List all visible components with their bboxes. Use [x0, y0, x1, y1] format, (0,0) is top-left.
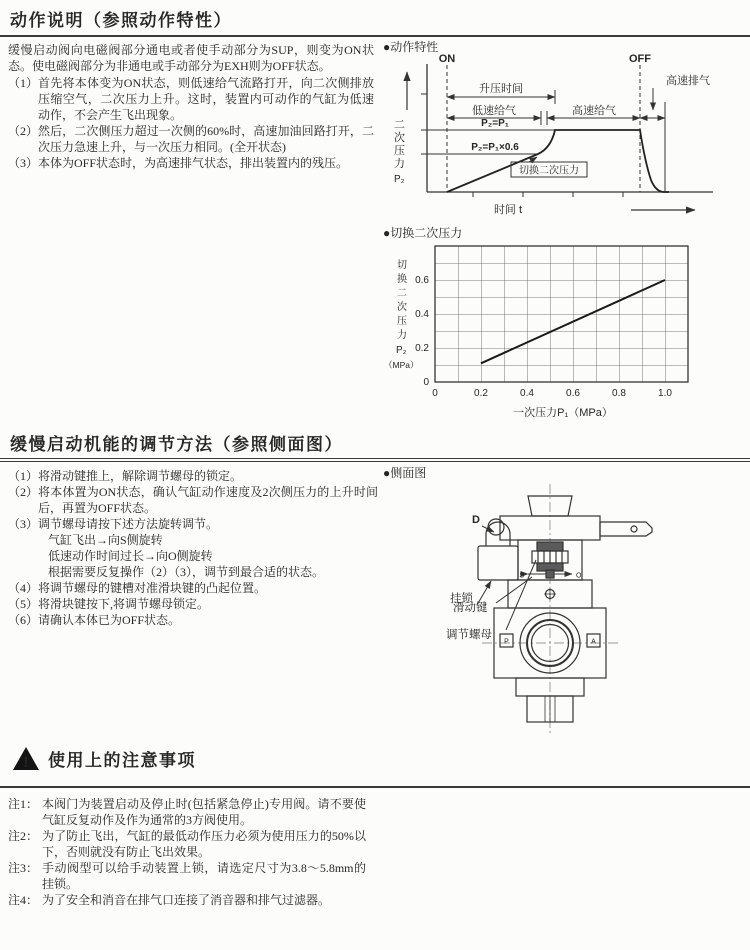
y-axis-char: 换: [397, 274, 407, 285]
item-number: （3）: [8, 156, 39, 170]
p2-eq-p1x06-label: P₂=P₁×0.6: [471, 142, 519, 153]
on-label: ON: [438, 53, 456, 65]
timing-chart: [383, 52, 743, 222]
high-speed-supply-label: 高速给气: [572, 105, 616, 117]
item-text: 调节螺母请按下述方法旋转调节。: [38, 517, 219, 531]
slide-key-label: 滑动键: [453, 602, 488, 614]
item-number: （2）: [8, 485, 39, 499]
low-speed-supply-label: 低速给气: [472, 105, 516, 117]
item-text: 将滑块键按下,将调节螺母锁定。: [38, 597, 210, 611]
item-number: [8, 564, 38, 580]
item-text: 将滑动键推上，解除调节螺母的锁定。: [38, 469, 243, 483]
p2-eq-p1-label: P₂=P₁: [481, 118, 509, 129]
dim-d-label: D: [472, 514, 480, 526]
x-tick: 0.4: [520, 388, 534, 399]
note-number: 注4：: [8, 893, 39, 907]
ear-hole: [631, 526, 637, 532]
y-axis-char: 次: [394, 132, 405, 144]
note-text: 为了安全和消音在排气口连接了消音器和排气过滤器。: [42, 893, 331, 907]
secondary-pressure-curve: [447, 130, 669, 192]
time-axis-label: 时间 t: [493, 204, 523, 216]
high-speed-exhaust-label: 高速排气: [666, 75, 710, 87]
item-number: （1）: [8, 76, 39, 90]
y-axis-char: 切: [397, 260, 407, 271]
item-text: 将调节螺母的键槽对准滑块键的凸起位置。: [38, 581, 267, 595]
item-number: （5）: [8, 597, 39, 611]
y-tick: 0.4: [415, 309, 429, 320]
sub-item: [8, 564, 378, 580]
note-text: 本阀门为装置启动及停止时(包括紧急停止)专用阀。请不要使气缸反复动作及作为通常的3方阀使用。: [42, 797, 366, 827]
padlock-body: [478, 546, 518, 580]
x-axis-title: 一次压力P₁（MPa）: [513, 407, 613, 419]
item-number: （2）: [8, 124, 39, 138]
note-number: 注1：: [8, 797, 39, 811]
y-axis-char: 二: [397, 288, 407, 299]
sub-item: [8, 548, 378, 564]
notes-block: [8, 796, 366, 908]
slide-key: [546, 570, 554, 578]
mounting-ear: [600, 522, 652, 536]
item-text: 请确认本体已为OFF状态。: [38, 613, 181, 627]
section-divider: [0, 35, 750, 37]
numbered-item: [8, 580, 378, 596]
port-mark-left: P: [504, 638, 509, 646]
timing-chart-bullet: ●动作特性: [383, 40, 439, 54]
section-divider: [0, 786, 750, 788]
item-text: 首先将本体变为ON状态，则低速给气流路打开，向二次侧排放压缩空气，二次压力上升。这时，装置内可动作的气缸为低速动作，不会产生飞出现象。: [38, 76, 374, 122]
note-row: [8, 828, 366, 860]
y-axis-char: 二: [394, 119, 405, 131]
svg-text:!: !: [23, 754, 29, 771]
off-label: OFF: [629, 53, 651, 65]
x-tick: 0.6: [566, 388, 580, 399]
operation-intro: 缓慢启动阀向电磁阀部分通电或者使手动部分为SUP，则变为ON状态。使电磁阀部分为非通电或手动部分为EXH则为OFF状态。: [8, 43, 374, 73]
port-mark-right: A: [591, 638, 596, 646]
y-axis-sub-label: P₂: [396, 345, 407, 356]
pressure-chart-bullet: ●切换二次压力: [383, 226, 463, 240]
numbered-item: [8, 484, 378, 516]
operation-text-block: [8, 42, 374, 171]
valve-side-view-drawing: [420, 482, 720, 737]
warning-triangle-icon: [12, 746, 40, 771]
chart-grid: [435, 246, 688, 382]
note-text: 为了防止飞出，气缸的最低动作压力必须为使用压力的50%以下，否则就没有防止飞出效果。: [42, 829, 366, 859]
o-mark: O: [576, 572, 582, 580]
y-axis-char: 力: [394, 158, 405, 170]
note-row: [8, 860, 366, 892]
section-operation-title: 动作说明（参照动作特性）: [10, 11, 232, 30]
y-tick: 0.6: [415, 275, 429, 286]
item-text: 本体为OFF状态时，为高速排气状态，排出装置内的残压。: [38, 156, 349, 170]
y-axis-unit-label: （MPa）: [384, 360, 419, 370]
item-text: 根据需要反复操作（2）（3），调节到最合适的状态。: [48, 565, 325, 579]
item-number: （1）: [8, 469, 39, 483]
section-adjustment-title: 缓慢启动机能的调节方法（参照侧面图）: [10, 435, 343, 454]
note-row: [8, 796, 366, 828]
numbered-item: [8, 596, 378, 612]
side-view-bullet: ●侧面图: [383, 466, 427, 480]
note-row: [8, 892, 366, 908]
y-axis-char: 压: [397, 316, 407, 327]
switch-pressure-box-label: 切换二次压力: [519, 165, 579, 177]
y-axis-char: 力: [397, 330, 407, 341]
sub-item: [8, 532, 378, 548]
rise-time-label: 升压时间: [479, 83, 523, 95]
adjustment-text-block: [8, 468, 378, 628]
item-number: [8, 548, 38, 564]
note-text: 手动阀型可以给手动装置上锁，请选定尺寸为3.8～5.8mm的挂锁。: [42, 861, 366, 891]
numbered-item: [8, 75, 374, 123]
item-text: 低速动作时间过长→向O侧旋转: [48, 549, 213, 563]
item-number: （4）: [8, 581, 39, 595]
x-tick: 0.8: [612, 388, 626, 399]
precautions-header: [12, 746, 196, 771]
x-tick: 0.2: [474, 388, 488, 399]
item-number: （6）: [8, 613, 39, 627]
numbered-item: [8, 612, 378, 628]
item-number: （3）: [8, 517, 39, 531]
y-axis-char: 次: [397, 302, 407, 313]
y-axis-sub-label: P₂: [394, 174, 405, 185]
y-axis-char: 压: [394, 145, 405, 157]
adjust-nut-top: [537, 542, 563, 551]
x-tick: 0: [432, 388, 438, 399]
item-text: 气缸飞出→向S侧旋转: [48, 533, 163, 547]
adjust-nut-label: 调节螺母: [446, 629, 492, 641]
switching-pressure-chart: [383, 238, 743, 423]
item-text: 将本体置为ON状态，确认气缸动作速度及2次侧压力的上升时间后，再置为OFF状态。: [38, 485, 378, 515]
note-number: 注2：: [8, 829, 39, 843]
numbered-item: [8, 468, 378, 484]
numbered-item: [8, 155, 374, 171]
s-mark: S: [519, 572, 524, 580]
numbered-item: [8, 123, 374, 155]
y-tick: 0.2: [415, 343, 429, 354]
padlock-label: 挂锁: [450, 593, 473, 605]
numbered-item: [8, 516, 378, 532]
y-tick: 0: [423, 377, 429, 388]
item-text: 然后，二次侧压力超过一次侧的60%时，高速加油回路打开，二次压力急速上升，与一次压力相同。(全开状态): [38, 124, 374, 154]
note-number: 注3：: [8, 861, 39, 875]
x-tick: 1.0: [658, 388, 672, 399]
section-precautions-title: 使用上的注意事项: [48, 751, 196, 770]
item-number: [8, 532, 38, 548]
lock-ring: [488, 519, 504, 535]
section-divider: [0, 458, 750, 462]
padlock-shackle: [486, 522, 510, 546]
